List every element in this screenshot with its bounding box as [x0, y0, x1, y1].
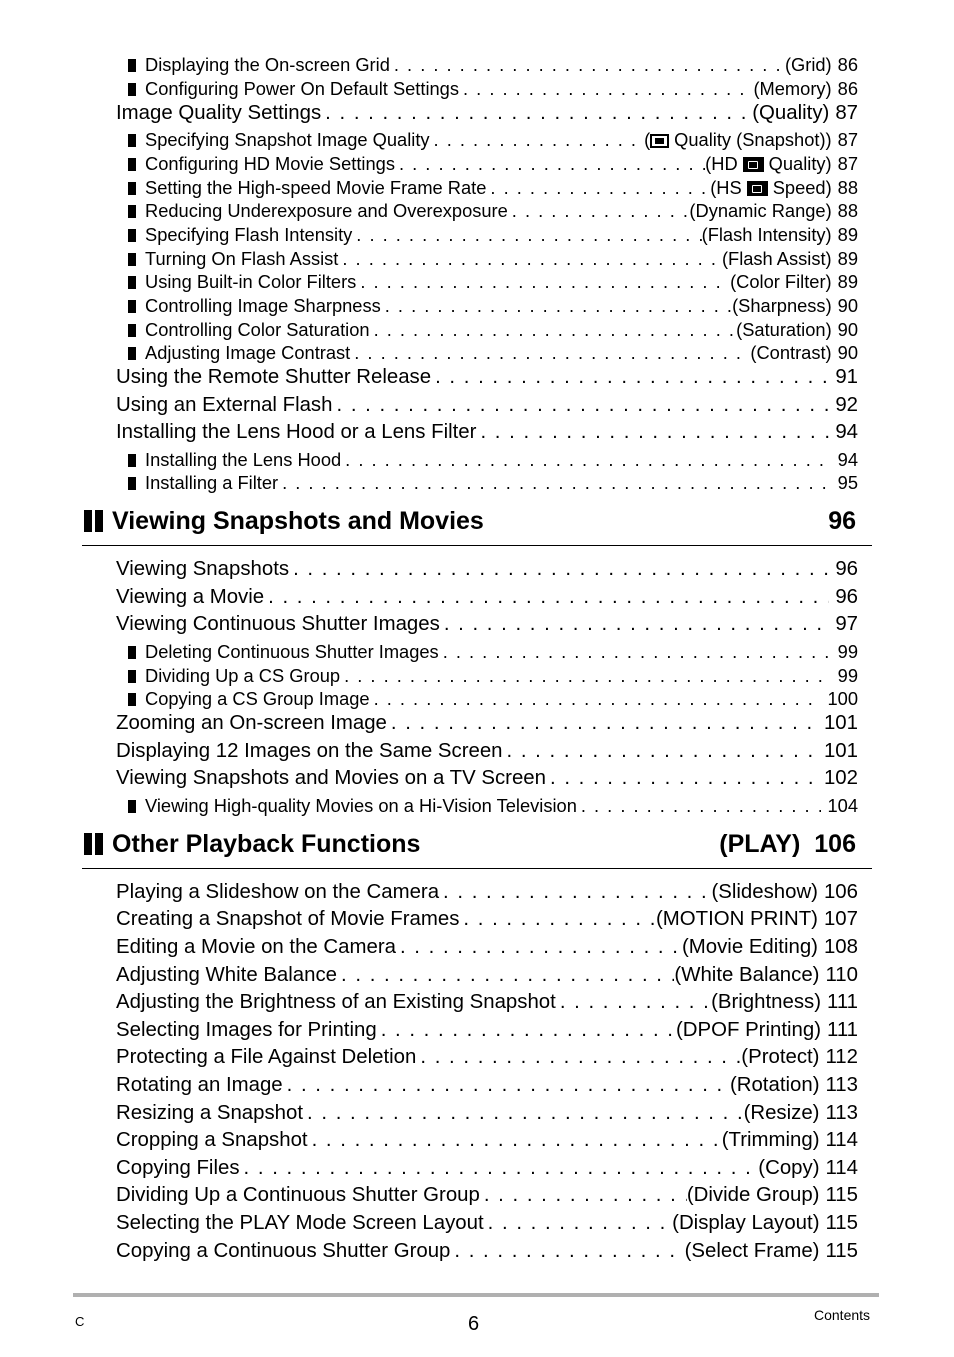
leader-dots — [508, 200, 690, 222]
entry-label: Adjusting Image Contrast — [145, 342, 351, 363]
section-page-wrap — [719, 830, 856, 859]
leader-dots — [370, 688, 822, 710]
entry-keyword — [705, 153, 832, 175]
toc-entry[interactable] — [116, 366, 858, 392]
section-header-viewing[interactable] — [82, 507, 872, 546]
section-page: 106 — [814, 830, 856, 858]
toc-entry[interactable] — [116, 1212, 858, 1238]
entry-keyword — [722, 1129, 820, 1152]
entry-label: Deleting Continuous Shutter Images — [145, 641, 439, 662]
bullet-icon — [128, 83, 136, 96]
entry-label: Zooming an On-screen Image — [116, 712, 387, 734]
entry-label: Copying a Continuous Shutter Group — [116, 1240, 451, 1262]
leader-dots — [431, 366, 829, 389]
leader-dots — [283, 1074, 730, 1097]
entry-keyword — [752, 102, 829, 125]
entry-keyword — [672, 1212, 819, 1235]
bullet-icon — [128, 134, 136, 147]
toc-entry[interactable] — [128, 319, 858, 341]
entry-keyword — [750, 342, 831, 364]
entry-label: Using the Remote Shutter Release — [116, 366, 432, 388]
entry-keyword — [736, 319, 832, 341]
entry-page-number: 89 — [837, 271, 858, 292]
entry-keyword — [785, 54, 832, 76]
entry-page-number: 100 — [827, 688, 858, 709]
entry-page-number: 86 — [837, 78, 858, 99]
entry-keyword-text: (White Balance) — [674, 964, 820, 986]
section-header-playback[interactable] — [82, 830, 872, 869]
section-title: Other Playback Functions — [112, 830, 421, 858]
entry-keyword-text: (Flash Intensity) — [701, 224, 832, 245]
entry-page-number: 113 — [825, 1102, 858, 1124]
leader-dots — [556, 991, 711, 1014]
entry-keyword-text: (Brightness) — [711, 991, 821, 1013]
entry-keyword-text: (Color Filter) — [730, 271, 832, 292]
toc-entry[interactable] — [128, 224, 858, 246]
entry-keyword — [711, 991, 821, 1014]
leader-dots — [440, 613, 830, 636]
entry-keyword-text: (Select Frame) — [684, 1240, 820, 1262]
entry-keyword-text: (Memory) — [753, 78, 832, 99]
toc-entry[interactable] — [116, 767, 858, 793]
leader-dots — [337, 964, 674, 987]
entry-label: Controlling Image Sharpness — [145, 295, 381, 316]
entry-label: Specifying Flash Intensity — [145, 224, 353, 245]
entry-label: Editing a Movie on the Camera — [116, 936, 396, 958]
leader-dots — [503, 740, 818, 763]
entry-keyword-text: (Saturation) — [736, 319, 832, 340]
entry-label: Copying Files — [116, 1157, 240, 1179]
toc-entry[interactable] — [116, 558, 858, 584]
entry-keyword — [732, 295, 832, 317]
entry-label: Displaying the On-screen Grid — [145, 54, 390, 75]
entry-keyword-text: (Trimming) — [721, 1129, 820, 1151]
leader-dots — [459, 908, 656, 931]
entry-keyword — [722, 248, 832, 270]
entry-label: Resizing a Snapshot — [116, 1102, 304, 1124]
leader-dots — [308, 1129, 722, 1152]
snapshot-icon — [650, 134, 669, 148]
leader-dots — [332, 394, 829, 417]
entry-page-number: 92 — [835, 394, 858, 416]
entry-label: Protecting a File Against Deletion — [116, 1046, 417, 1068]
entry-label: Configuring Power On Default Settings — [145, 78, 459, 99]
leader-dots — [484, 1212, 673, 1235]
toc-entry[interactable] — [116, 1184, 858, 1210]
leader-dots — [381, 295, 732, 317]
leader-dots — [289, 558, 829, 581]
entry-label: Using an External Flash — [116, 394, 333, 416]
entry-page-number: 94 — [837, 449, 858, 470]
toc-entry[interactable] — [116, 1102, 858, 1128]
entry-label: Creating a Snapshot of Movie Frames — [116, 908, 460, 930]
toc-entry[interactable] — [116, 936, 858, 962]
toc-entry[interactable] — [128, 200, 858, 222]
toc-entry[interactable] — [116, 586, 858, 612]
leader-dots — [390, 54, 785, 76]
toc-entry[interactable] — [116, 881, 858, 907]
bullet-icon — [128, 253, 136, 266]
entry-keyword-text: Quality (Snapshot)) — [674, 129, 832, 150]
bullet-icon — [128, 229, 136, 242]
leader-dots — [240, 1157, 759, 1180]
toc-entry[interactable] — [128, 449, 858, 471]
leader-dots — [439, 881, 711, 904]
entry-keyword — [656, 908, 818, 931]
bullet-icon — [128, 646, 136, 659]
toc-entry[interactable] — [116, 712, 858, 738]
leader-dots — [387, 712, 818, 735]
entry-label: Installing the Lens Hood or a Lens Filter — [116, 421, 477, 443]
leader-dots — [430, 129, 645, 151]
entry-page-number: 115 — [825, 1240, 858, 1262]
entry-label: Selecting the PLAY Mode Screen Layout — [116, 1212, 484, 1234]
leader-dots — [340, 665, 832, 687]
toc-entry[interactable] — [128, 665, 858, 687]
footer-rule — [73, 1293, 879, 1297]
entry-page-number: 96 — [835, 558, 858, 580]
entry-page-number: 96 — [835, 586, 858, 608]
entry-label: Dividing Up a CS Group — [145, 665, 341, 686]
entry-page-number: 107 — [823, 908, 858, 930]
bullet-icon — [128, 158, 136, 171]
entry-label: Image Quality Settings — [116, 102, 322, 124]
leader-dots — [350, 342, 750, 364]
entry-keyword-text: (Divide Group) — [686, 1184, 820, 1206]
bullet-icon — [128, 59, 136, 72]
entry-label: Turning On Flash Assist — [145, 248, 339, 269]
entry-page-number: 91 — [835, 366, 858, 388]
entry-keyword — [674, 964, 819, 987]
entry-page-number: 89 — [837, 224, 858, 245]
toc-entry[interactable] — [116, 964, 858, 990]
toc-entry[interactable] — [128, 78, 858, 100]
toc-entry[interactable] — [128, 54, 858, 76]
entry-page-number: 114 — [825, 1129, 858, 1151]
toc-entry[interactable] — [116, 613, 858, 639]
toc-entry[interactable] — [116, 1074, 858, 1100]
toc-entry[interactable] — [116, 1019, 858, 1045]
leader-dots — [450, 1240, 684, 1263]
bullet-icon — [128, 324, 136, 337]
toc-entry[interactable] — [116, 991, 858, 1017]
entry-label: Adjusting White Balance — [116, 964, 338, 986]
leader-dots — [396, 936, 682, 959]
leader-dots — [395, 153, 705, 175]
toc-entry[interactable] — [128, 271, 858, 293]
leader-dots — [356, 271, 730, 293]
entry-keyword — [730, 1074, 820, 1097]
entry-keyword — [753, 78, 831, 100]
leader-dots — [476, 421, 829, 444]
leader-dots — [377, 1019, 676, 1042]
leader-dots — [546, 767, 818, 790]
entry-page-number: 111 — [827, 991, 858, 1013]
entry-keyword-prefix: (HD — [705, 153, 738, 174]
entry-page-number: 114 — [825, 1157, 858, 1179]
footer-left-text: C — [75, 1314, 85, 1329]
entry-page-number: 106 — [823, 881, 858, 903]
entry-page-number: 102 — [823, 767, 858, 789]
entry-label: Setting the High-speed Movie Frame Rate — [145, 177, 487, 198]
toc-entry[interactable] — [116, 908, 858, 934]
entry-keyword-text: (DPOF Printing) — [675, 1019, 821, 1041]
entry-page-number: 87 — [835, 102, 858, 124]
entry-keyword — [710, 177, 831, 199]
leader-dots — [352, 224, 701, 246]
entry-page-number: 95 — [837, 472, 858, 493]
entry-label: Playing a Slideshow on the Camera — [116, 881, 440, 903]
leader-dots — [264, 586, 829, 609]
footer-contents-link[interactable]: Contents — [814, 1307, 871, 1323]
leader-dots — [341, 449, 832, 471]
leader-dots — [480, 1184, 687, 1207]
bullet-icon — [128, 670, 136, 683]
toc-entry[interactable] — [128, 248, 858, 270]
entry-page-number: 104 — [827, 795, 858, 816]
entry-label: Rotating an Image — [116, 1074, 283, 1096]
bullet-icon — [128, 182, 136, 195]
entry-label: Reducing Underexposure and Overexposure — [145, 200, 508, 221]
entry-keyword-text: (Slideshow) — [711, 881, 818, 903]
entry-label: Adjusting the Brightness of an Existing Snapshot — [116, 991, 556, 1013]
entry-page-number: 115 — [825, 1184, 858, 1206]
toc-entry[interactable] — [128, 177, 858, 199]
entry-keyword-text: (Contrast) — [750, 342, 832, 363]
movie-icon — [743, 157, 764, 172]
toc-entry[interactable] — [116, 1240, 858, 1266]
section-page: 96 — [828, 507, 856, 535]
toc-entry[interactable] — [128, 342, 858, 364]
section-page-wrap — [814, 507, 856, 536]
leader-dots — [370, 319, 737, 341]
entry-label: Installing the Lens Hood — [145, 449, 342, 470]
toc-entry[interactable] — [116, 421, 858, 447]
entry-keyword — [744, 1102, 820, 1125]
entry-keyword-prefix: (HS — [710, 177, 742, 198]
entry-keyword-text: (MOTION PRINT) — [655, 908, 818, 930]
entry-page-number: 88 — [837, 177, 858, 198]
entry-page-number: 112 — [825, 1046, 858, 1068]
toc-entry[interactable] — [116, 1157, 858, 1183]
entry-page-number: 87 — [837, 153, 858, 174]
entry-page-number: 86 — [837, 54, 858, 75]
leader-dots — [303, 1102, 744, 1125]
toc-entry[interactable] — [116, 102, 858, 128]
entry-page-number: 108 — [823, 936, 858, 958]
entry-label: Controlling Color Saturation — [145, 319, 370, 340]
section-marker-icon — [84, 833, 104, 855]
entry-page-number: 99 — [837, 665, 858, 686]
section-marker-icon — [84, 510, 104, 532]
entry-keyword-text: (Movie Editing) — [681, 936, 818, 958]
toc-entry[interactable] — [116, 1129, 858, 1155]
leader-dots — [439, 641, 832, 663]
bullet-icon — [128, 276, 136, 289]
entry-keyword — [758, 1157, 819, 1180]
bullet-icon — [128, 454, 136, 467]
entry-keyword — [644, 129, 832, 151]
leader-dots — [338, 248, 722, 270]
entry-label: Using Built-in Color Filters — [145, 271, 357, 292]
leader-dots — [486, 177, 710, 199]
footer-page-number: 6 — [468, 1313, 480, 1335]
entry-keyword — [730, 271, 832, 293]
entry-page-number: 99 — [837, 641, 858, 662]
bullet-icon — [128, 693, 136, 706]
entry-page-number: 113 — [825, 1074, 858, 1096]
leader-dots — [577, 795, 822, 817]
toc-entry[interactable] — [128, 295, 858, 317]
entry-page-number: 101 — [823, 712, 858, 734]
toc-entry[interactable] — [128, 472, 858, 494]
entry-keyword-text: Quality) — [768, 153, 832, 174]
entry-label: Configuring HD Movie Settings — [145, 153, 395, 174]
entry-keyword — [685, 1240, 820, 1263]
entry-label: Copying a CS Group Image — [145, 688, 370, 709]
toc-entry[interactable] — [128, 641, 858, 663]
entry-keyword-text: (Sharpness) — [732, 295, 832, 316]
entry-keyword — [682, 936, 818, 959]
entry-page-number: 115 — [825, 1212, 858, 1234]
entry-keyword — [689, 200, 831, 222]
movie-icon — [747, 181, 768, 196]
entry-keyword-text: (Resize) — [743, 1102, 820, 1124]
entry-keyword-text: (Rotation) — [729, 1074, 820, 1096]
entry-page-number: 89 — [837, 248, 858, 269]
section-title: Viewing Snapshots and Movies — [112, 507, 484, 535]
entry-page-number: 90 — [837, 342, 858, 363]
entry-label: Specifying Snapshot Image Quality — [145, 129, 430, 150]
entry-keyword — [711, 881, 818, 904]
entry-page-number: 88 — [837, 200, 858, 221]
entry-label: Displaying 12 Images on the Same Screen — [116, 740, 503, 762]
entry-page-number: 111 — [827, 1019, 858, 1041]
entry-keyword-text: (Dynamic Range) — [689, 200, 832, 221]
entry-keyword-text: Speed) — [772, 177, 832, 198]
toc-entry[interactable] — [116, 394, 858, 420]
leader-dots — [416, 1046, 741, 1069]
toc-entry[interactable] — [128, 129, 858, 151]
entry-keyword — [687, 1184, 820, 1207]
section-mode: (PLAY) — [719, 830, 801, 858]
bullet-icon — [128, 477, 136, 490]
toc-entry[interactable] — [116, 740, 858, 766]
entry-keyword-prefix: ( — [644, 129, 651, 150]
entry-page-number: 97 — [835, 613, 858, 635]
entry-label: Viewing Continuous Shutter Images — [116, 613, 440, 635]
entry-page-number: 110 — [825, 964, 858, 986]
entry-keyword — [702, 224, 832, 246]
entry-page-number: 94 — [835, 421, 858, 443]
entry-label: Selecting Images for Printing — [116, 1019, 377, 1041]
entry-keyword-text: (Copy) — [758, 1157, 820, 1179]
bullet-icon — [128, 300, 136, 313]
entry-label: Viewing Snapshots — [116, 558, 290, 580]
entry-keyword-text: (Display Layout) — [672, 1212, 820, 1234]
entry-label: Viewing High-quality Movies on a Hi-Vision Television — [145, 795, 577, 816]
bullet-icon — [128, 800, 136, 813]
entry-keyword — [676, 1019, 821, 1042]
entry-label: Viewing a Movie — [116, 586, 265, 608]
bullet-icon — [128, 205, 136, 218]
entry-keyword — [741, 1046, 819, 1069]
entry-keyword-text: (Quality) — [752, 102, 830, 124]
entry-label: Viewing Snapshots and Movies on a TV Screen — [116, 767, 546, 789]
entry-page-number: 101 — [823, 740, 858, 762]
toc-entry[interactable] — [116, 1046, 858, 1072]
entry-keyword-text: (Flash Assist) — [721, 248, 832, 269]
leader-dots — [321, 102, 752, 125]
toc-entry[interactable] — [128, 795, 858, 817]
entry-keyword-text: (Grid) — [784, 54, 832, 75]
entry-page-number: 87 — [837, 129, 858, 150]
toc-entry[interactable] — [128, 153, 858, 175]
entry-label: Installing a Filter — [145, 472, 279, 493]
entry-keyword-text: (Protect) — [741, 1046, 820, 1068]
toc-entry[interactable] — [128, 688, 858, 710]
leader-dots — [459, 78, 753, 100]
entry-page-number: 90 — [837, 319, 858, 340]
entry-label: Dividing Up a Continuous Shutter Group — [116, 1184, 480, 1206]
leader-dots — [278, 472, 832, 494]
bullet-icon — [128, 347, 136, 360]
entry-label: Cropping a Snapshot — [116, 1129, 308, 1151]
entry-page-number: 90 — [837, 295, 858, 316]
